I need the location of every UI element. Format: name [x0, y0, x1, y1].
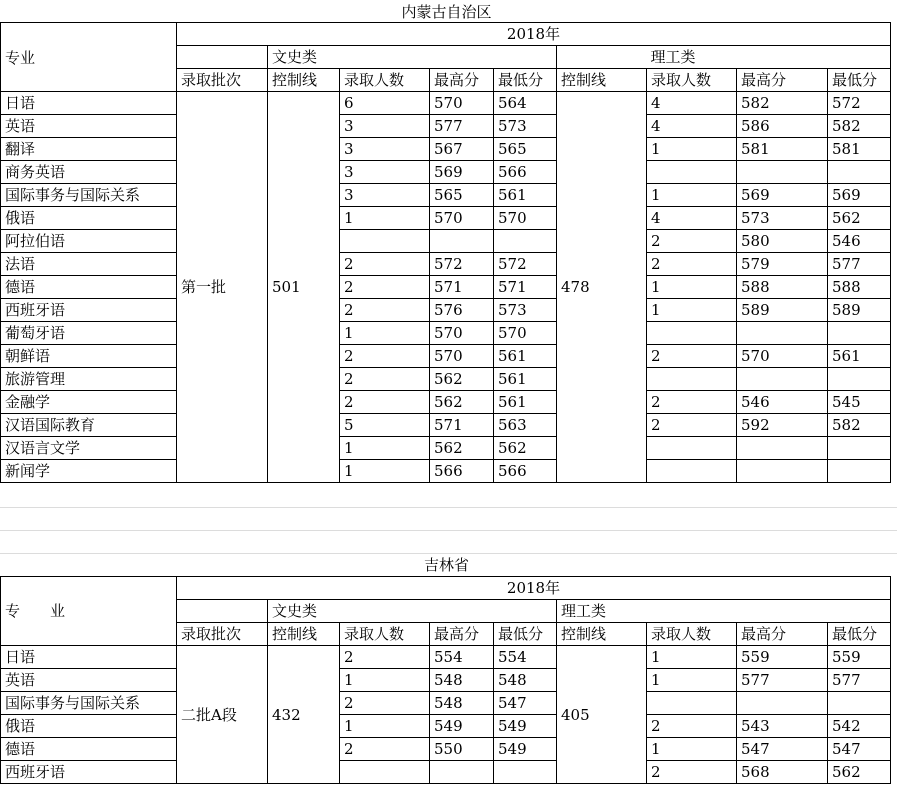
cell-major: 汉语言文学 — [1, 437, 177, 460]
cell-a-max: 562 — [430, 391, 494, 414]
cell-s-count: 2 — [647, 253, 737, 276]
cell-a-min: 561 — [494, 184, 557, 207]
cell-s-min — [828, 460, 891, 483]
cell-a-count: 2 — [340, 276, 430, 299]
cell-major: 德语 — [1, 276, 177, 299]
cell-a-count — [340, 230, 430, 253]
empty-grid-row — [0, 508, 897, 531]
cell-s-min: 581 — [828, 138, 891, 161]
cell-s-count — [647, 322, 737, 345]
cell-a-max: 569 — [430, 161, 494, 184]
cell-a-max: 562 — [430, 368, 494, 391]
cell-major: 西班牙语 — [1, 761, 177, 784]
admission-table-inner-mongolia — [0, 22, 891, 483]
cell-major: 国际事务与国际关系 — [1, 692, 177, 715]
table-row — [1, 184, 891, 207]
header-sci-count: 录取人数 — [647, 623, 737, 646]
header-batch-spacer — [177, 600, 268, 623]
cell-s-min: 589 — [828, 299, 891, 322]
header-arts-control: 控制线 — [268, 623, 340, 646]
cell-s-count — [647, 437, 737, 460]
table-row — [1, 692, 891, 715]
cell-a-min: 563 — [494, 414, 557, 437]
cell-major: 葡萄牙语 — [1, 322, 177, 345]
cell-s-min — [828, 692, 891, 715]
table-row — [1, 92, 891, 115]
cell-a-max: 567 — [430, 138, 494, 161]
cell-a-count: 2 — [340, 391, 430, 414]
cell-a-count: 1 — [340, 669, 430, 692]
cell-a-max: 550 — [430, 738, 494, 761]
header-arts: 文史类 — [268, 46, 557, 69]
cell-a-count: 3 — [340, 138, 430, 161]
table-row — [1, 669, 891, 692]
header-sci-max: 最高分 — [737, 69, 828, 92]
table-row — [1, 460, 891, 483]
empty-grid-row — [0, 485, 897, 508]
cell-major: 国际事务与国际关系 — [1, 184, 177, 207]
cell-a-max: 577 — [430, 115, 494, 138]
table-row — [1, 253, 891, 276]
table-row — [1, 437, 891, 460]
table-row — [1, 322, 891, 345]
cell-a-count: 2 — [340, 253, 430, 276]
table-row — [1, 391, 891, 414]
cell-s-max: 580 — [737, 230, 828, 253]
cell-s-max: 581 — [737, 138, 828, 161]
cell-a-count: 3 — [340, 184, 430, 207]
cell-major: 翻译 — [1, 138, 177, 161]
table-row — [1, 715, 891, 738]
cell-a-max: 572 — [430, 253, 494, 276]
header-arts: 文史类 — [268, 600, 557, 623]
table-row — [1, 738, 891, 761]
cell-s-count: 1 — [647, 646, 737, 669]
cell-a-max: 548 — [430, 669, 494, 692]
header-batch-spacer — [177, 46, 268, 69]
cell-s-max — [737, 322, 828, 345]
cell-s-max: 570 — [737, 345, 828, 368]
cell-a-max: 570 — [430, 345, 494, 368]
header-arts-control: 控制线 — [268, 69, 340, 92]
cell-sci-control: 478 — [557, 92, 647, 483]
header-sci-count: 录取人数 — [647, 69, 737, 92]
cell-a-count: 1 — [340, 715, 430, 738]
header-batch: 录取批次 — [177, 69, 268, 92]
cell-s-min: 582 — [828, 115, 891, 138]
cell-s-max: 589 — [737, 299, 828, 322]
cell-s-min: 577 — [828, 669, 891, 692]
cell-batch: 二批A段 — [177, 646, 268, 784]
cell-s-min: 569 — [828, 184, 891, 207]
cell-major: 金融学 — [1, 391, 177, 414]
cell-s-min: 561 — [828, 345, 891, 368]
cell-s-max: 559 — [737, 646, 828, 669]
cell-s-count: 2 — [647, 715, 737, 738]
header-arts-min: 最低分 — [494, 69, 557, 92]
header-sci-control: 控制线 — [557, 69, 647, 92]
cell-s-max: 543 — [737, 715, 828, 738]
cell-a-max: 562 — [430, 437, 494, 460]
cell-a-max: 548 — [430, 692, 494, 715]
cell-a-max — [430, 761, 494, 784]
cell-a-min: 549 — [494, 738, 557, 761]
cell-s-count: 1 — [647, 138, 737, 161]
cell-s-max — [737, 161, 828, 184]
cell-batch: 第一批 — [177, 92, 268, 483]
cell-a-count: 2 — [340, 368, 430, 391]
header-sci-max: 最高分 — [737, 623, 828, 646]
cell-s-count: 2 — [647, 761, 737, 784]
header-arts-count: 录取人数 — [340, 623, 430, 646]
cell-s-min: 577 — [828, 253, 891, 276]
cell-major: 新闻学 — [1, 460, 177, 483]
cell-s-max: 579 — [737, 253, 828, 276]
cell-a-min: 572 — [494, 253, 557, 276]
cell-a-max: 566 — [430, 460, 494, 483]
cell-s-min: 582 — [828, 414, 891, 437]
header-arts-max: 最高分 — [430, 69, 494, 92]
cell-major: 日语 — [1, 92, 177, 115]
cell-s-count — [647, 161, 737, 184]
cell-a-min: 547 — [494, 692, 557, 715]
header-arts-count: 录取人数 — [340, 69, 430, 92]
cell-a-min: 561 — [494, 368, 557, 391]
table-row — [1, 414, 891, 437]
cell-s-count: 2 — [647, 414, 737, 437]
cell-a-max: 571 — [430, 276, 494, 299]
cell-a-count: 3 — [340, 161, 430, 184]
cell-a-min: 561 — [494, 345, 557, 368]
cell-s-max: 588 — [737, 276, 828, 299]
cell-s-count: 4 — [647, 115, 737, 138]
cell-a-max: 576 — [430, 299, 494, 322]
cell-s-max: 586 — [737, 115, 828, 138]
empty-grid-row — [0, 531, 897, 554]
cell-arts-control: 432 — [268, 646, 340, 784]
cell-a-min: 573 — [494, 299, 557, 322]
cell-s-min: 559 — [828, 646, 891, 669]
cell-a-max: 570 — [430, 207, 494, 230]
section-title-jilin: 吉林省 — [423, 556, 469, 574]
header-sci-min: 最低分 — [828, 69, 891, 92]
cell-major: 商务英语 — [1, 161, 177, 184]
cell-major: 俄语 — [1, 715, 177, 738]
cell-s-min: 562 — [828, 207, 891, 230]
cell-s-max: 547 — [737, 738, 828, 761]
cell-s-min — [828, 322, 891, 345]
cell-s-count — [647, 460, 737, 483]
cell-a-min — [494, 761, 557, 784]
cell-a-min — [494, 230, 557, 253]
table-row — [1, 161, 891, 184]
cell-major: 法语 — [1, 253, 177, 276]
cell-a-min: 554 — [494, 646, 557, 669]
header-sci-control: 控制线 — [557, 623, 647, 646]
cell-a-min: 562 — [494, 437, 557, 460]
cell-s-max — [737, 692, 828, 715]
cell-a-min: 561 — [494, 391, 557, 414]
cell-a-count: 3 — [340, 115, 430, 138]
cell-a-count: 1 — [340, 322, 430, 345]
cell-major: 汉语国际教育 — [1, 414, 177, 437]
cell-s-count: 2 — [647, 391, 737, 414]
table-row — [1, 299, 891, 322]
cell-s-min: 588 — [828, 276, 891, 299]
header-batch: 录取批次 — [177, 623, 268, 646]
cell-s-min: 547 — [828, 738, 891, 761]
cell-s-max: 546 — [737, 391, 828, 414]
cell-a-count: 1 — [340, 460, 430, 483]
cell-s-count: 1 — [647, 738, 737, 761]
cell-s-max — [737, 368, 828, 391]
table-row — [1, 345, 891, 368]
cell-s-max: 569 — [737, 184, 828, 207]
table-row — [1, 230, 891, 253]
cell-s-max: 577 — [737, 669, 828, 692]
cell-a-min: 566 — [494, 161, 557, 184]
cell-a-min: 571 — [494, 276, 557, 299]
cell-a-min: 573 — [494, 115, 557, 138]
table-row — [1, 646, 891, 669]
cell-a-count: 2 — [340, 692, 430, 715]
cell-s-count: 2 — [647, 345, 737, 368]
cell-major: 德语 — [1, 738, 177, 761]
cell-major: 英语 — [1, 669, 177, 692]
table-row — [1, 276, 891, 299]
cell-s-count — [647, 368, 737, 391]
cell-sci-control: 405 — [557, 646, 647, 784]
cell-a-count: 6 — [340, 92, 430, 115]
admission-table-jilin — [0, 576, 891, 784]
cell-major: 西班牙语 — [1, 299, 177, 322]
cell-a-min: 570 — [494, 207, 557, 230]
cell-a-min: 549 — [494, 715, 557, 738]
cell-a-max: 565 — [430, 184, 494, 207]
cell-a-max — [430, 230, 494, 253]
section-title-inner-mongolia: 内蒙古自治区 — [401, 3, 492, 21]
cell-s-max — [737, 460, 828, 483]
table-row — [1, 138, 891, 161]
cell-s-min: 546 — [828, 230, 891, 253]
cell-a-count: 1 — [340, 207, 430, 230]
cell-major: 英语 — [1, 115, 177, 138]
header-sci: 理工类 — [557, 600, 891, 623]
cell-a-min: 570 — [494, 322, 557, 345]
header-sci-min: 最低分 — [828, 623, 891, 646]
header-arts-max: 最高分 — [430, 623, 494, 646]
cell-a-max: 549 — [430, 715, 494, 738]
cell-s-max: 568 — [737, 761, 828, 784]
cell-s-count — [647, 692, 737, 715]
cell-major: 阿拉伯语 — [1, 230, 177, 253]
cell-a-count: 2 — [340, 345, 430, 368]
cell-major: 日语 — [1, 646, 177, 669]
cell-s-count: 4 — [647, 92, 737, 115]
cell-a-min: 548 — [494, 669, 557, 692]
cell-a-count: 5 — [340, 414, 430, 437]
cell-s-max — [737, 437, 828, 460]
cell-a-min: 566 — [494, 460, 557, 483]
cell-s-min — [828, 161, 891, 184]
cell-major: 俄语 — [1, 207, 177, 230]
cell-s-count: 1 — [647, 299, 737, 322]
cell-a-max: 570 — [430, 92, 494, 115]
header-arts-min: 最低分 — [494, 623, 557, 646]
cell-a-count: 2 — [340, 299, 430, 322]
cell-a-max: 570 — [430, 322, 494, 345]
cell-s-count: 1 — [647, 669, 737, 692]
cell-a-count: 2 — [340, 738, 430, 761]
cell-major: 朝鲜语 — [1, 345, 177, 368]
header-major: 专业 — [1, 23, 177, 92]
cell-a-count: 1 — [340, 437, 430, 460]
cell-a-count — [340, 761, 430, 784]
header-sci-spacer — [557, 46, 647, 69]
cell-a-count: 2 — [340, 646, 430, 669]
cell-a-max: 554 — [430, 646, 494, 669]
table-row — [1, 115, 891, 138]
cell-s-min: 545 — [828, 391, 891, 414]
cell-s-count: 1 — [647, 276, 737, 299]
cell-arts-control: 501 — [268, 92, 340, 483]
cell-s-min: 542 — [828, 715, 891, 738]
cell-s-min — [828, 437, 891, 460]
table-row — [1, 761, 891, 784]
cell-major: 旅游管理 — [1, 368, 177, 391]
cell-s-max: 573 — [737, 207, 828, 230]
cell-s-min: 572 — [828, 92, 891, 115]
cell-s-max: 592 — [737, 414, 828, 437]
header-sci: 理工类 — [647, 46, 891, 69]
header-year: 2018年 — [177, 23, 891, 46]
header-major: 专 业 — [1, 577, 177, 646]
header-year: 2018年 — [177, 577, 891, 600]
cell-a-max: 571 — [430, 414, 494, 437]
cell-s-max: 582 — [737, 92, 828, 115]
cell-s-count: 4 — [647, 207, 737, 230]
cell-s-min: 562 — [828, 761, 891, 784]
cell-a-min: 564 — [494, 92, 557, 115]
cell-s-count: 2 — [647, 230, 737, 253]
table-row — [1, 368, 891, 391]
cell-s-min — [828, 368, 891, 391]
table-row — [1, 207, 891, 230]
cell-s-count: 1 — [647, 184, 737, 207]
cell-a-min: 565 — [494, 138, 557, 161]
